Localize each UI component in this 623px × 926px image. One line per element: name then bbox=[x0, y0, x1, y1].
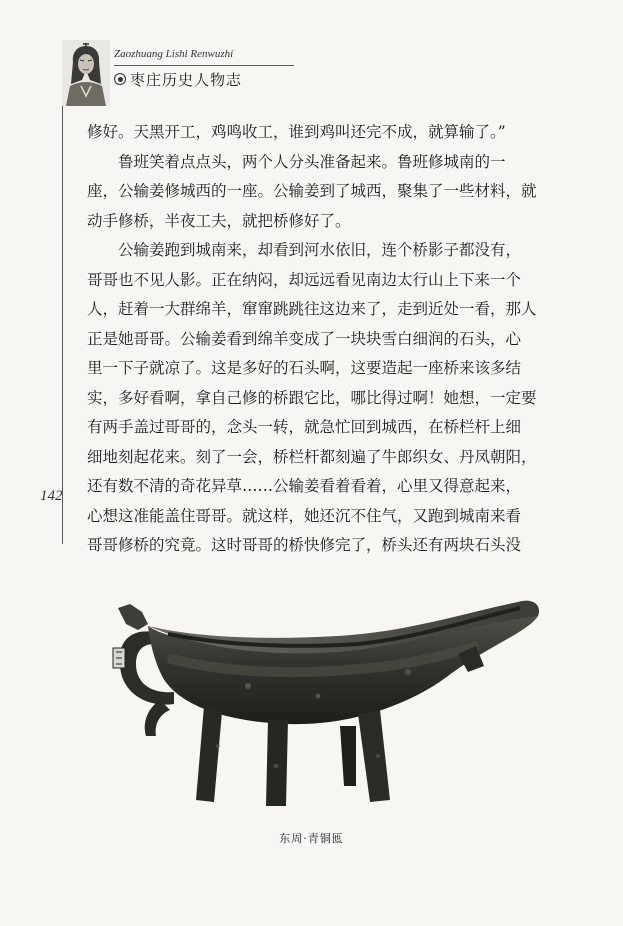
margin-rule bbox=[62, 106, 63, 544]
text-line: 哥哥也不见人影。正在纳闷，却远远看见南边太行山上下来一个 bbox=[87, 270, 522, 289]
text-line: 有两手盖过哥哥的，念头一转，就急忙回到城西，在桥栏杆上细 bbox=[87, 418, 522, 436]
text-line: 人，赶着一大群绵羊，窜窜跳跳往这边来了，走到近处一看，那人 bbox=[87, 300, 537, 318]
bronze-yi-vessel-image bbox=[108, 596, 548, 816]
paragraph bbox=[87, 236, 557, 561]
text-line: 正是她哥哥。公输姜看到绵羊变成了一块块雪白细润的石头，心 bbox=[87, 329, 522, 348]
paragraph bbox=[87, 118, 557, 148]
text-line: 座，公输姜修城西的一座。公输姜到了城西，聚集了一些材料，就 bbox=[87, 182, 537, 200]
header-bullet-icon bbox=[114, 73, 126, 85]
text-line: 实，多好看啊，拿自己修的桥跟它比，哪比得过啊！她想，一定要 bbox=[87, 388, 537, 407]
running-header bbox=[62, 40, 292, 110]
text-line: 修好。天黑开工，鸡鸣收工，谁到鸡叫还完不成，就算输了。” bbox=[87, 123, 506, 141]
text-line: 心想这准能盖住哥哥。就这样，她还沉不住气，又跑到城南来看 bbox=[87, 506, 522, 525]
body-text bbox=[87, 118, 557, 561]
header-title: 枣庄历史人物志 bbox=[130, 71, 243, 89]
text-line: 鲁班笑着点点头，两个人分头准备起来。鲁班修城南的一 bbox=[118, 152, 506, 171]
header-rule bbox=[114, 65, 294, 66]
figure-caption: 东周·青铜匜 bbox=[279, 832, 344, 845]
text-line: 公输姜跑到城南来，却看到河水依旧，连个桥影子都没有， bbox=[118, 241, 522, 259]
text-line: 细地刻起花来。刻了一会，桥栏杆都刻遍了牛郎织女、丹凤朝阳， bbox=[87, 447, 537, 466]
paragraph bbox=[87, 148, 557, 237]
text-line: 哥哥修桥的究竟。这时哥哥的桥快修完了，桥头还有两块石头没 bbox=[87, 536, 522, 554]
page-number: 142 bbox=[40, 488, 63, 504]
author-portrait-icon bbox=[62, 40, 110, 106]
text-line: 还有数不清的奇花异草……公输姜看着看着，心里又得意起来， bbox=[87, 477, 522, 495]
text-line: 动手修桥，半夜工夫，就把桥修好了。 bbox=[87, 211, 351, 230]
text-line: 里一下子就凉了。这是多好的石头啊，这要造起一座桥来该多结 bbox=[87, 359, 522, 377]
header-latin-title: Zaozhuang Lishi Renwuzhi bbox=[114, 48, 234, 60]
